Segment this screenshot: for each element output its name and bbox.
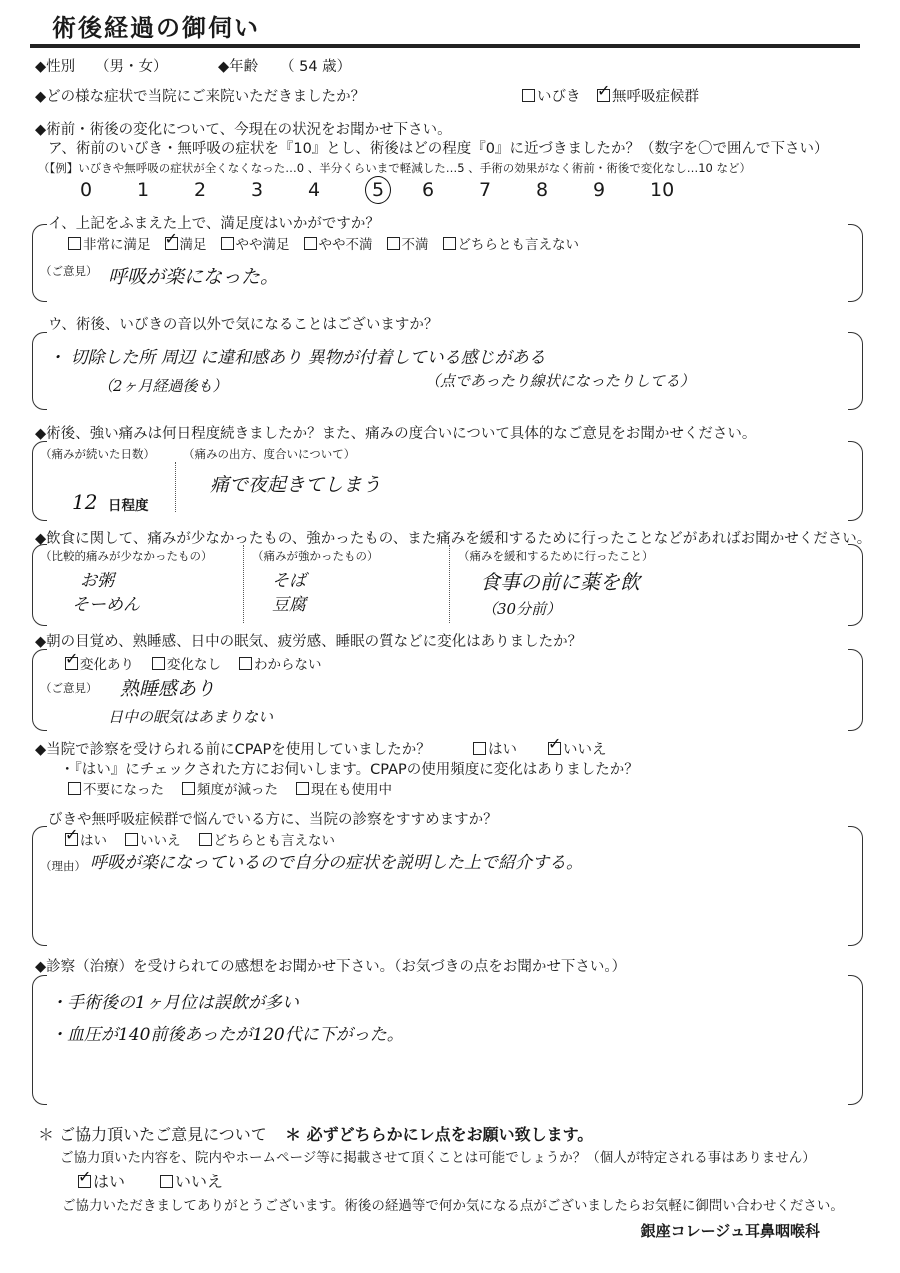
q3-days-label: （痛みが続いた日数） xyxy=(40,447,155,461)
scale-number: 5 xyxy=(365,176,391,204)
consent-yes[interactable] xyxy=(78,1169,125,1192)
answer-bracket-right xyxy=(848,975,863,1105)
option[interactable] xyxy=(387,237,429,253)
q2i-options[interactable] xyxy=(68,233,593,253)
q1-opt1-label: いびき xyxy=(537,89,581,105)
option-label: 現在も使用中 xyxy=(311,782,392,798)
q4-col1-item[interactable]: そーめん xyxy=(72,595,140,615)
thanks-text: ご協力いただきましてありがとうございます。術後の経過等で何か気になる点がございましたらお気軽に御問い合わせください。 xyxy=(62,1198,844,1214)
q4-text: ◆飲食に関して、痛みが少なかったもの、強かったもの、また痛みを緩和するために行ったことなどがあればお聞かせください。 xyxy=(35,531,872,547)
title-rule xyxy=(30,44,860,48)
q1-text: ◆どの様な症状で当院にご来院いただきましたか？ xyxy=(35,89,366,105)
option[interactable] xyxy=(68,782,164,798)
age-value[interactable]: （ 54 歳） xyxy=(280,59,352,75)
checkbox-icon xyxy=(296,782,309,795)
option-label: 頻度が減った xyxy=(197,782,278,798)
option-label: 非常に満足 xyxy=(83,237,151,253)
checkbox-icon xyxy=(473,742,486,755)
scale-option[interactable] xyxy=(308,179,365,201)
option[interactable] xyxy=(165,237,207,253)
checkbox-icon xyxy=(522,89,535,102)
checked-box-icon xyxy=(65,833,78,846)
option-label: どちらとも言えない xyxy=(213,833,335,849)
q6-sub: ・『はい』にチェックされた方にお伺いします。CPAPの使用頻度に変化はありましたか？ xyxy=(60,762,639,778)
checkbox-icon xyxy=(443,237,456,250)
q2i-opinion-label: （ご意見） xyxy=(40,264,98,278)
q4-col2-label: （痛みが強かったもの） xyxy=(252,549,379,563)
q8-answer-line1[interactable]: ・手術後の1ヶ月位は誤飲が多い xyxy=(50,993,299,1013)
option-label: 不要になった xyxy=(83,782,164,798)
q2u-answer-line2[interactable]: （2ヶ月経過後も） xyxy=(98,377,228,395)
option[interactable] xyxy=(65,833,107,849)
q2-example: （【例】いびきや無呼吸の症状が全くなくなった…0 、半分くらいまで軽減した…5 、手術の効果がなく術前・術後で変化なし…10 など） xyxy=(38,161,751,175)
scale-number: 10 xyxy=(650,179,675,201)
answer-bracket-left xyxy=(32,332,47,410)
q3-text: ◆術後、強い痛みは何日程度続きましたか？また、痛みの度合いについて具体的なご意見をお聞かせください。 xyxy=(35,426,757,442)
answer-bracket-left xyxy=(32,826,47,946)
page-title: 術後経過の御伺い xyxy=(52,14,260,42)
scale-option[interactable] xyxy=(80,179,137,201)
checkbox-icon xyxy=(221,237,234,250)
option[interactable] xyxy=(199,833,336,849)
q2i-answer[interactable]: 呼吸が楽になった。 xyxy=(108,266,280,288)
scale-number: 2 xyxy=(194,179,207,201)
option[interactable] xyxy=(182,782,278,798)
age-label: ◆年齢 xyxy=(218,59,259,75)
column-divider xyxy=(449,545,450,623)
checked-box-icon xyxy=(597,89,610,102)
q4-col1-item[interactable]: お粥 xyxy=(80,571,114,591)
column-divider xyxy=(175,462,176,512)
scale-option[interactable] xyxy=(194,179,251,201)
q2-scale[interactable] xyxy=(80,176,707,204)
q3-degree-label: （痛みの出方、度合いについて） xyxy=(183,447,356,461)
q2-text: ◆術前・術後の変化について、今現在の状況をお聞かせ下さい。 xyxy=(35,122,452,138)
q6-yes[interactable] xyxy=(473,738,517,759)
answer-bracket-left xyxy=(32,975,47,1105)
q5-answer-line2[interactable]: 日中の眠気はあまりない xyxy=(108,708,274,726)
option[interactable] xyxy=(239,657,322,673)
checkbox-icon xyxy=(239,657,252,670)
checkbox-icon xyxy=(199,833,212,846)
answer-bracket-right xyxy=(848,441,863,521)
option-label: やや満足 xyxy=(235,237,290,253)
checked-box-icon xyxy=(548,742,561,755)
answer-bracket-right xyxy=(848,224,863,302)
q5-opinion-label: （ご意見） xyxy=(40,681,98,695)
q2u-answer-line1[interactable]: ・ 切除した所 周辺 に違和感あり 異物が付着している感じがある xyxy=(48,348,546,368)
sex-label: ◆性別 xyxy=(35,59,76,75)
scale-option[interactable] xyxy=(593,179,650,201)
consent-no-label: いいえ xyxy=(175,1172,224,1191)
q3-days-suffix: 日程度 xyxy=(108,498,149,514)
q6-no-label: いいえ xyxy=(563,742,607,758)
q5-answer-line1[interactable]: 熟睡感あり xyxy=(120,678,216,700)
scale-number: 4 xyxy=(308,179,321,201)
option[interactable] xyxy=(152,657,221,673)
answer-bracket-right xyxy=(848,544,863,626)
scale-number: 3 xyxy=(251,179,264,201)
option[interactable] xyxy=(221,237,290,253)
scale-option[interactable] xyxy=(650,179,707,201)
q7-options[interactable] xyxy=(65,829,353,849)
option-label: やや不満 xyxy=(318,237,373,253)
q1-opt2-label: 無呼吸症候群 xyxy=(612,89,699,105)
option-label: 変化なし xyxy=(167,657,221,673)
option[interactable] xyxy=(65,657,134,673)
q2-sub-a: ア、術前のいびき・無呼吸の症状を『10』とし、術後はどの程度『0』に近づきましたか？（数字を〇で囲んで下さい） xyxy=(48,141,829,157)
checkbox-icon xyxy=(160,1175,173,1188)
q4-col3-label: （痛みを緩和するために行ったこと） xyxy=(458,549,654,563)
option[interactable] xyxy=(68,237,151,253)
scale-option[interactable] xyxy=(422,179,479,201)
q4-col2-item[interactable]: 豆腐 xyxy=(272,595,306,615)
checkbox-icon xyxy=(125,833,138,846)
checkbox-icon xyxy=(182,782,195,795)
q8-answer-line2[interactable]: ・血圧が140前後あったが120代に下がった。 xyxy=(50,1025,404,1045)
checkbox-icon xyxy=(304,237,317,250)
q4-col3-item[interactable]: 食事の前に薬を飲 xyxy=(480,570,640,594)
q5-text: ◆朝の目覚め、熟睡感、日中の眠気、疲労感、睡眠の質などに変化はありましたか？ xyxy=(35,634,583,650)
option[interactable] xyxy=(304,237,373,253)
q3-days-value[interactable]: 12 xyxy=(72,490,98,514)
q2u-answer-line3[interactable]: （点であったり線状になったりしてる） xyxy=(425,372,695,390)
sex-value[interactable]: （男・女） xyxy=(95,59,168,75)
option-label: どちらとも言えない xyxy=(457,237,579,253)
q7-text: びきや無呼吸症候群で悩んでいる方に、当院の診察をすすめますか？ xyxy=(48,812,498,828)
q4-col3-item[interactable]: （30分前） xyxy=(482,600,562,618)
scale-number: 7 xyxy=(479,179,492,201)
checkbox-icon xyxy=(68,782,81,795)
scale-option[interactable] xyxy=(365,176,422,204)
q6-no[interactable] xyxy=(548,738,607,759)
checkbox-icon xyxy=(387,237,400,250)
scale-number: 9 xyxy=(593,179,606,201)
q1-opt-apnea[interactable] xyxy=(597,85,699,106)
q2u-text: ウ、術後、いびきの音以外で気になることはございますか？ xyxy=(48,317,439,333)
option[interactable] xyxy=(125,833,181,849)
q8-text: ◆診察（治療）を受けられての感想をお聞かせ下さい。（お気づきの点をお聞かせ下さい。） xyxy=(35,959,627,975)
scale-number: 1 xyxy=(137,179,150,201)
consent-heading2: ＊ 必ずどちらかにレ点をお願い致します。 xyxy=(285,1125,594,1144)
q6-yes-label: はい xyxy=(488,742,517,758)
answer-bracket-right xyxy=(848,649,863,731)
option-label: わからない xyxy=(254,657,322,673)
answer-bracket-right xyxy=(848,826,863,946)
consent-heading1: ＊ ご協力頂いたご意見について xyxy=(38,1125,267,1144)
consent-no[interactable] xyxy=(160,1169,223,1192)
checkbox-icon xyxy=(68,237,81,250)
answer-bracket-right xyxy=(848,332,863,410)
option-label: はい xyxy=(80,833,107,849)
q1-opt-snoring[interactable] xyxy=(522,85,581,106)
option[interactable] xyxy=(296,782,392,798)
scale-option[interactable] xyxy=(479,179,536,201)
option[interactable] xyxy=(443,237,580,253)
option-label: 満足 xyxy=(179,237,207,253)
checked-box-icon xyxy=(78,1175,91,1188)
scale-option[interactable] xyxy=(536,179,593,201)
q7-answer[interactable]: 呼吸が楽になっているので自分の症状を説明した上で紹介する。 xyxy=(90,853,583,873)
scale-number: 8 xyxy=(536,179,549,201)
column-divider xyxy=(243,545,244,623)
q6-text: ◆当院で診察を受けられる前にCPAPを使用していましたか？ xyxy=(35,742,431,758)
consent-yes-label: はい xyxy=(93,1172,126,1191)
scale-number: 6 xyxy=(422,179,435,201)
checkbox-icon xyxy=(152,657,165,670)
q6-sub-options[interactable] xyxy=(68,778,410,798)
consent-text: ご協力頂いた内容を、院内やホームページ等に掲載させて頂くことは可能でしょうか？（個人が特定される事はありません） xyxy=(60,1150,816,1166)
q5-options[interactable] xyxy=(65,653,340,673)
q3-answer[interactable]: 痛で夜起きてしまう xyxy=(210,474,382,496)
option-label: 変化あり xyxy=(80,657,134,673)
clinic-name: 銀座コレージュ耳鼻咽喉科 xyxy=(640,1222,820,1240)
option-label: いいえ xyxy=(140,833,181,849)
checked-box-icon xyxy=(65,657,78,670)
scale-option[interactable] xyxy=(251,179,308,201)
q2i-text: イ、上記をふまえた上で、満足度はいかがですか？ xyxy=(48,216,380,232)
q7-reason-label: （理由） xyxy=(40,859,86,873)
scale-option[interactable] xyxy=(137,179,194,201)
checked-box-icon xyxy=(165,237,178,250)
scale-number: 0 xyxy=(80,179,93,201)
q4-col2-item[interactable]: そば xyxy=(272,571,306,591)
q4-col1-label: （比較的痛みが少なかったもの） xyxy=(40,549,213,563)
option-label: 不満 xyxy=(401,237,429,253)
